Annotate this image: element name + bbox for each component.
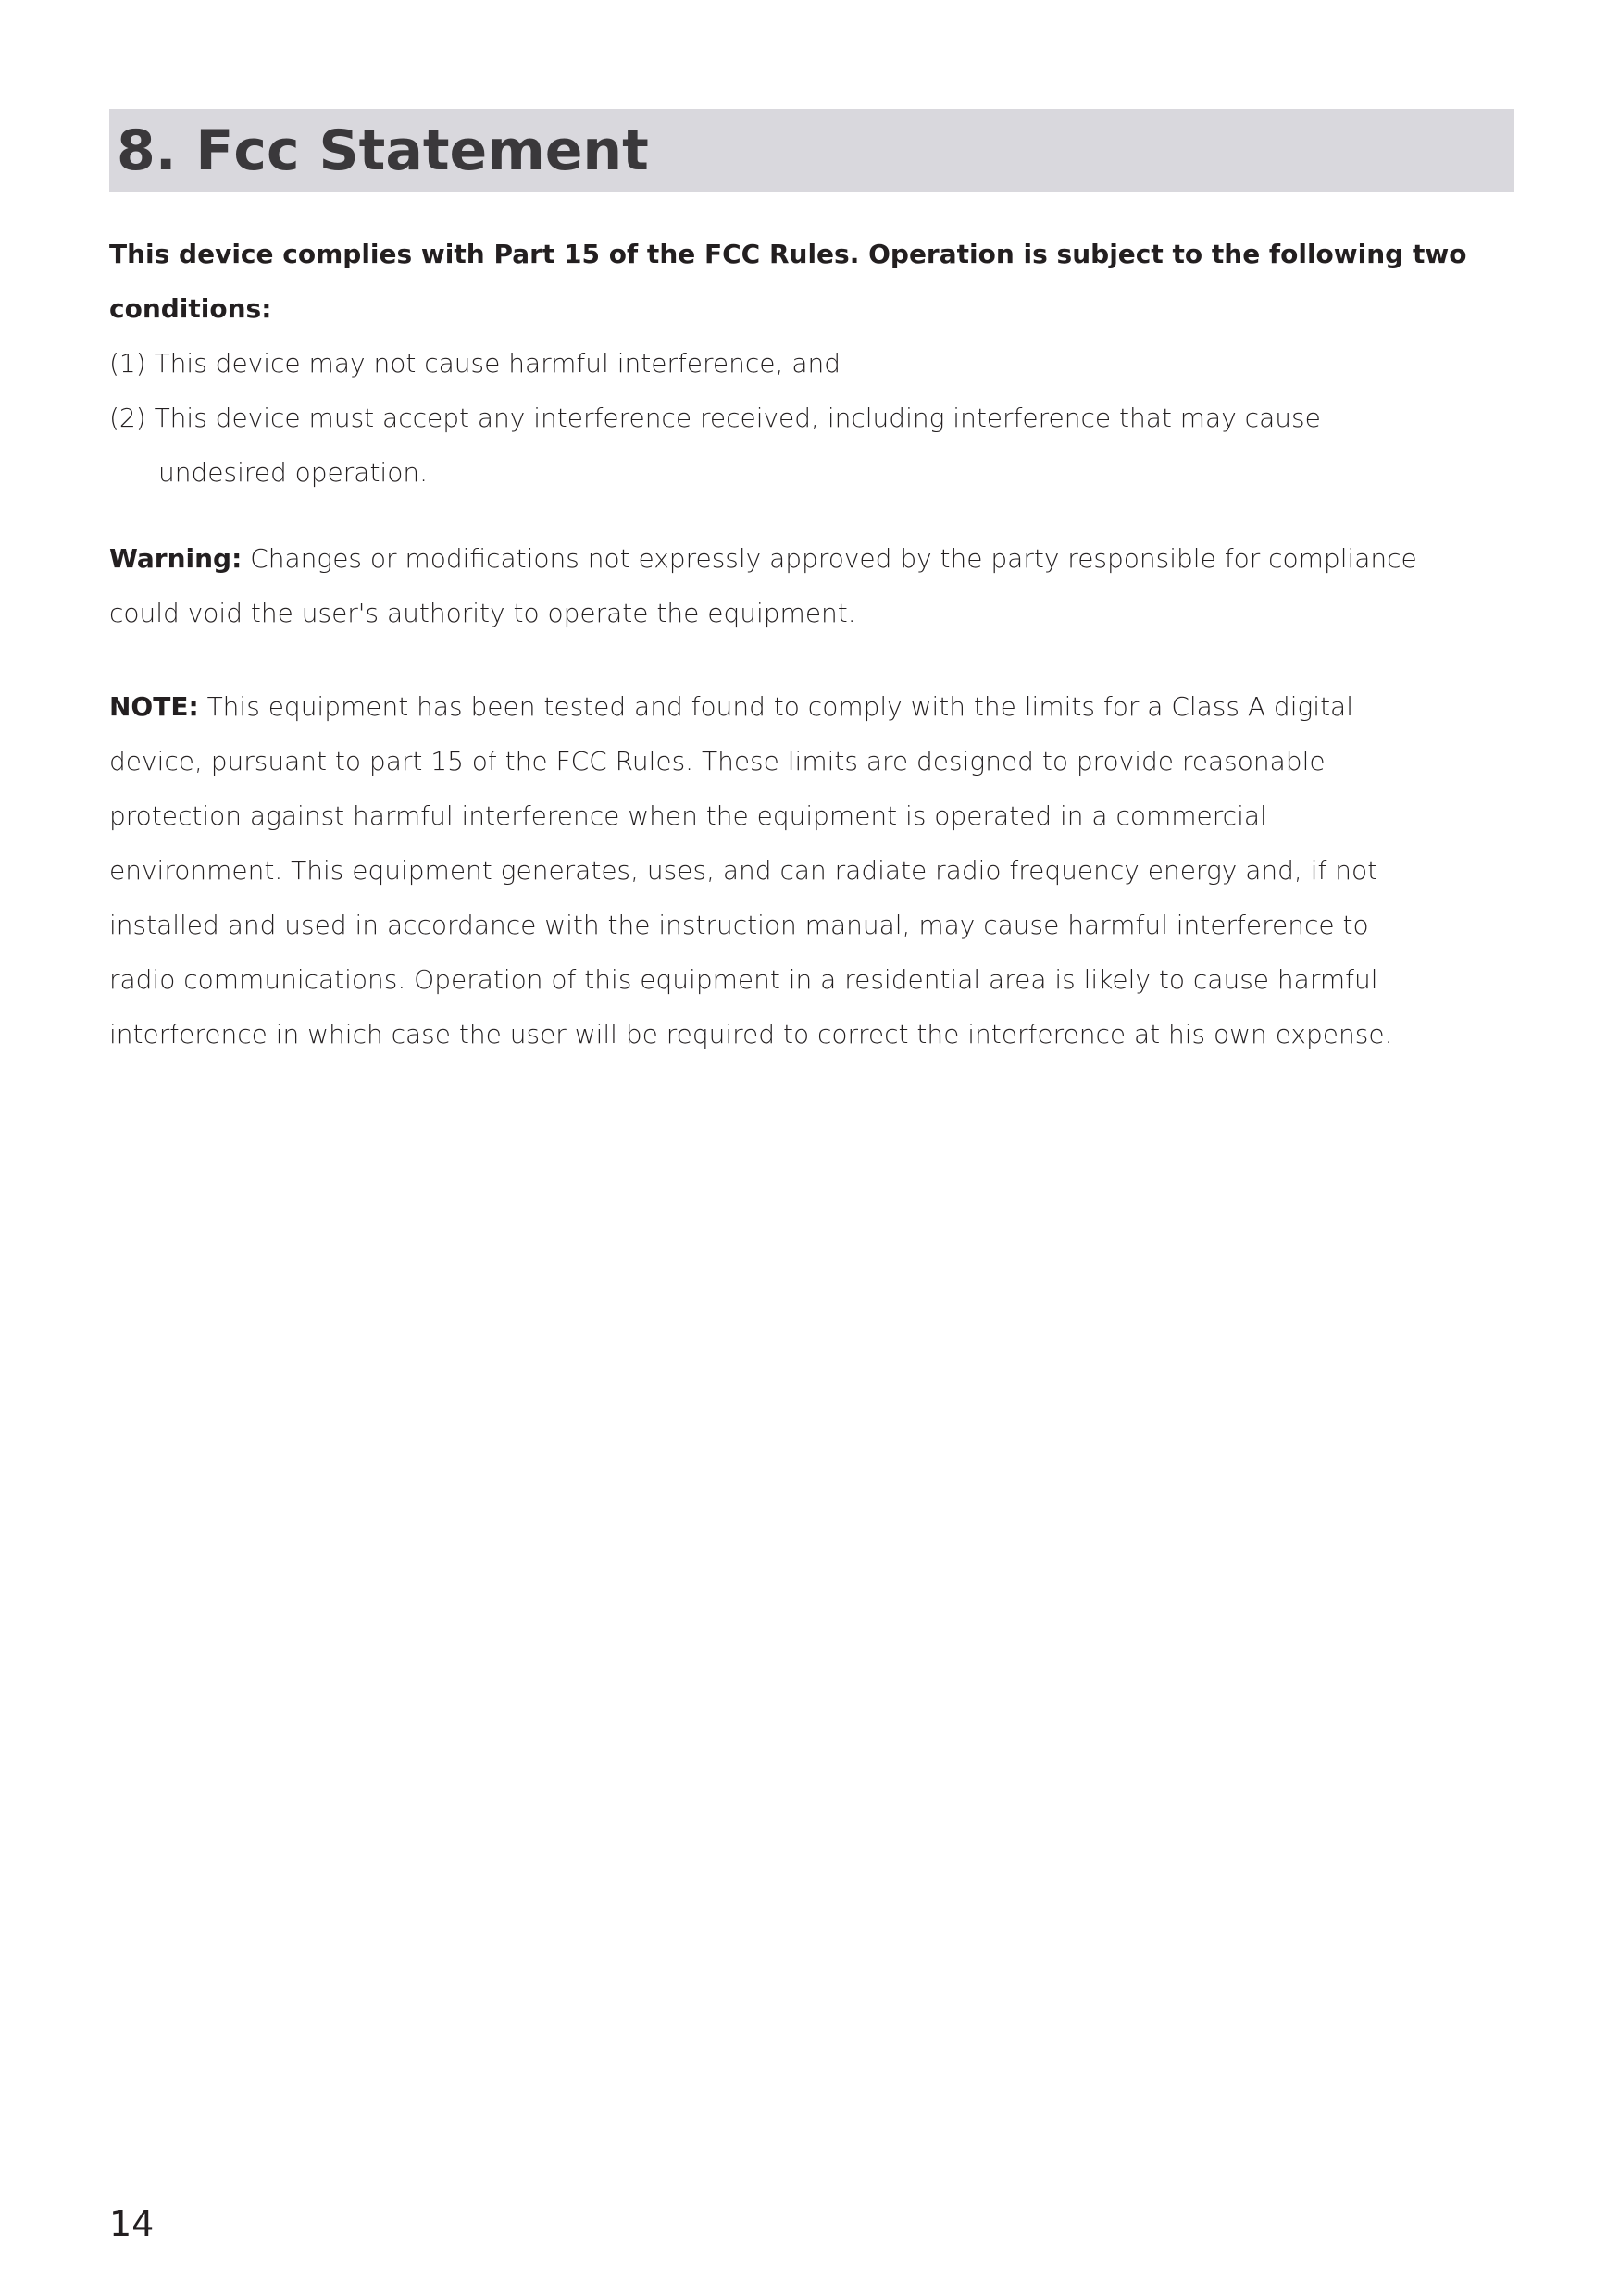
note-line: radio communications. Operation of this equipment in a residential area is likely to cause harmful [109, 964, 1378, 995]
note-line: environment. This equipment generates, uses, and can radiate radio frequency energy and, if not [109, 855, 1378, 886]
warning-paragraph [109, 531, 1535, 586]
warning-line: could void the user's authority to operate the equipment. [109, 598, 856, 628]
note-label: NOTE: [109, 691, 199, 722]
note-line: protection against harmful interference when the equipment is operated in a commercial [109, 800, 1267, 831]
note-line: interference in which case the user will be required to correct the interference at his own expense. [109, 1019, 1393, 1049]
warning-text: Changes or modifications not expressly approved by the party responsible for compliance [242, 543, 1417, 574]
note-line: installed and used in accordance with the instruction manual, may cause harmful interference to [109, 910, 1369, 940]
warning-label: Warning: [109, 543, 243, 574]
document-body [109, 227, 1535, 1061]
section-title: 8. Fcc Statement [117, 118, 649, 183]
intro-line: conditions: [109, 293, 272, 324]
note-text: This equipment has been tested and found to comply with the limits for a Class A digital [198, 691, 1353, 722]
condition-continuation: undesired operation. [158, 457, 428, 488]
condition-item: (2) This device must accept any interference received, including interference that may cause [109, 403, 1321, 433]
condition-item: (1) This device may not cause harmful interference, and [109, 348, 841, 379]
page-number: 14 [109, 2203, 155, 2244]
section-heading-bar [109, 109, 1514, 192]
note-line: device, pursuant to part 15 of the FCC Rules. These limits are designed to provide reasonable [109, 746, 1326, 776]
intro-line: This device complies with Part 15 of the FCC Rules. Operation is subject to the following two [109, 239, 1467, 269]
note-paragraph [109, 679, 1535, 734]
